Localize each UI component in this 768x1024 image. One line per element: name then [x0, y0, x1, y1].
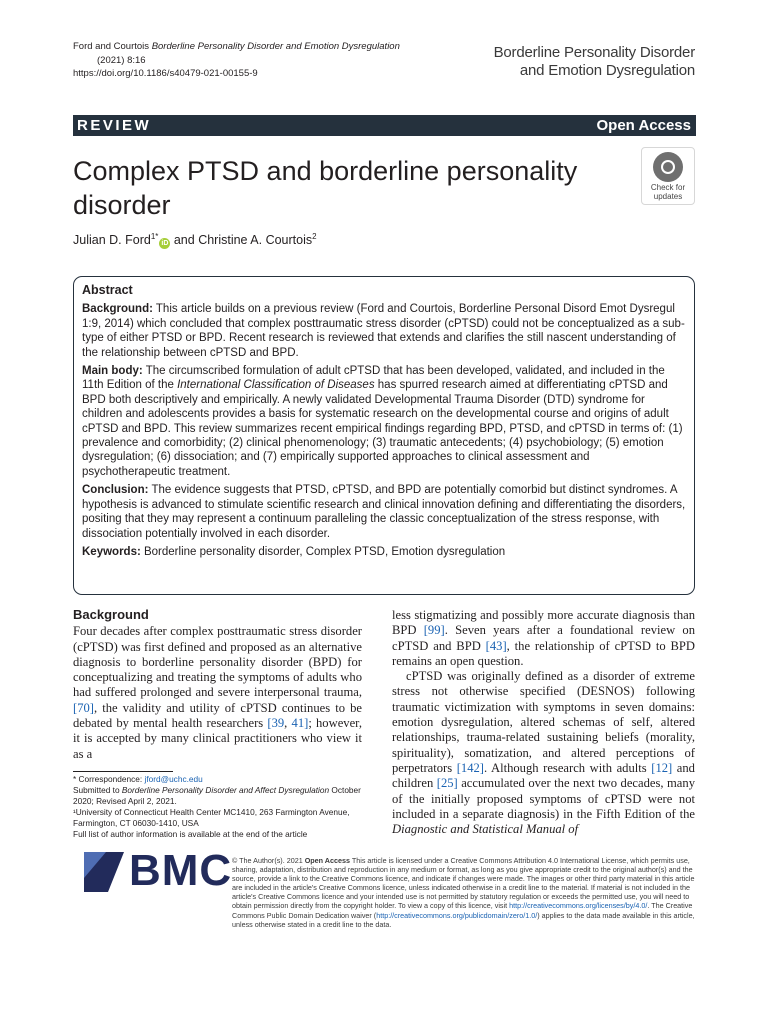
citation-ref-99[interactable]: [99] [423, 623, 445, 638]
background-label: Background: [82, 303, 153, 316]
body-text: less stigmatizing and possibly more accurate diagnosis than BPD [392, 608, 695, 638]
body-text: ; however, it is accepted by many clinical practitioners who view it as a [73, 716, 363, 761]
author-info-note: Full list of author information is available at the end of the article [73, 829, 308, 839]
check-for-updates-badge[interactable] [641, 147, 695, 205]
body-left-column [73, 607, 362, 762]
citation-volume: (2021) 8:16 [97, 54, 146, 66]
doi-link[interactable]: https://doi.org/10.1186/s40479-021-00155-9 [73, 68, 258, 79]
correspondence-email[interactable]: jford@uchc.edu [144, 774, 203, 784]
body-text-italic: Diagnostic and Statistical Manual of [392, 822, 579, 837]
license-link-cc-by[interactable]: http://creativecommons.org/licenses/by/4.0/ [509, 901, 648, 911]
license-text-c: . The Creative Commons Public Domain Dedication waiver ( [232, 901, 693, 920]
abstract-background [82, 302, 686, 360]
article-type-label: REVIEW [77, 117, 152, 134]
body-paragraph-1-cont [392, 608, 695, 669]
main-body-text-b: has spurred research aimed at differentiating cPTSD and BPD both descriptively and empirically. A newly validated Developmental Trauma Disorder (DTD) syndrome for children and adolescents provides a basis for systematic research on the developmental course and origins of adult cPTSD and BPD. This review summarizes recent empirical findings regarding BPD, PTSD, and cPTSD in terms of: (1) prevalence and comorbidity; (2) clinical phenomenology; (3) traumatic antecedents; (4) psychobiology; (5) emotion dysregulation; (6) dissociation; and (7) empirically supported approaches to clinical assessment and psychotherapeutic treatment. [82, 379, 683, 478]
body-text: accumulated over the next two decades, many of the initially proposed symptoms of cPTSD were not included in a separate diagnosis) in the Fifth Edition of the [392, 776, 695, 821]
citation-ref-142[interactable]: [142] [456, 760, 484, 775]
author-name-2[interactable]: Christine A. Courtois [198, 233, 313, 248]
conclusion-text: The evidence suggests that PTSD, cPTSD, and BPD are potentially comorbid but distinct syndromes. A hypothesis is advanced to stimulate scientific research and clinical innovation defining and differentiating the disorders, positing that they may represent a continuum paralleling the classic conceptualization of the stress response, with dissociation potentially involved in each disorder. [82, 484, 686, 540]
author-2-affiliation: 2 [312, 232, 317, 241]
body-text: . Although research with adults [483, 760, 652, 775]
body-text: . Seven years after a foundational review on cPTSD and BPD [392, 623, 695, 653]
affiliation-note: ¹University of Connecticut Health Center MC1410, 263 Farmington Avenue, Farmington, CT 06030-1410, USA [73, 807, 350, 828]
open-access-label: Open Access [596, 117, 691, 134]
license-notice [232, 856, 697, 929]
citation-line1 [73, 40, 453, 54]
body-paragraph-2 [392, 669, 695, 837]
crossmark-icon [653, 152, 683, 182]
bmc-logo-mark-icon [84, 852, 126, 892]
license-text-a: © The Author(s). 2021 [232, 856, 305, 865]
body-text: , the relationship of cPTSD to BPD remains an open question. [392, 638, 696, 668]
license-link-cc-zero[interactable]: http://creativecommons.org/publicdomain/zero/1.0/ [376, 910, 538, 920]
author-connector: and [170, 233, 199, 248]
body-text: cPTSD was originally defined as a disorder of extreme stress not otherwise specified (DESNOS) following traumatic victimization with symptoms in seven domains: emotion dysregulation, altered schemas of self, altered relationships, trauma-related sustaining beliefs (morality, spirituality), somatization, and altered perceptions of perpetrators [392, 669, 695, 775]
body-right-column [392, 608, 695, 837]
citation-ref-70[interactable]: [70] [73, 700, 94, 715]
citation-ref-12[interactable]: [12] [651, 760, 673, 775]
background-text: This article builds on a previous review (Ford and Courtois, Borderline Personal Disord Emot Dysregul 1:9, 2014) which concluded that complex posttraumatic stress disorder (cPTSD) could not be conceptualized as a sub-type of either PTSD or BPD. Recent research is reviewed that extends and clarifies the still nascent understanding of the relationship between cPTSD and BPD. [82, 303, 685, 359]
journal-name-line2: and Emotion Dysregulation [519, 62, 695, 79]
main-body-text-a: The circumscribed formulation of adult cPTSD that has been developed, validated, and included in the 11th Edition of the [82, 365, 665, 392]
journal-name-line1: Borderline Personality Disorder [493, 44, 695, 61]
abstract-main-body [82, 364, 686, 479]
keywords-label: Keywords: [82, 545, 141, 558]
article-title: Complex PTSD and borderline personality disorder [73, 156, 578, 220]
abstract-heading: Abstract [82, 283, 133, 297]
keywords-text: Borderline personality disorder, Complex PTSD, Emotion dysregulation [140, 545, 506, 558]
submission-note [73, 785, 373, 807]
license-text-b: This article is licensed under a Creative Commons Attribution 4.0 International License, which permits use, sharing, adaptation, distribution and reproduction in any medium or format, as long as you give appropriate credit to the original author(s) and the source, provide a link to the Creative Commons licence, and indicate if changes were made. The images or other third party material in this article are included in the article's Creative Commons licence, unless indicated otherwise in a credit line to the material. If material is not included in the article's Creative Commons licence and your intended use is not permitted by statutory regulation or exceeds the permitted use, you will need to obtain permission directly from the copyright holder. To view a copy of this licence, visit [232, 856, 695, 911]
body-text: , [284, 716, 292, 731]
bmc-logo[interactable] [84, 846, 233, 895]
badge-line1: Check for [650, 183, 686, 192]
author-list [73, 232, 317, 249]
license-text-d: ) applies to the data made available in this article, unless otherwise stated in a credit line to the data. [232, 910, 695, 929]
abstract-conclusion [82, 483, 686, 541]
citation-block [73, 40, 453, 81]
correspondence-label: * Correspondence: [73, 774, 145, 784]
body-text: and children [392, 760, 695, 791]
submission-text-b: October 2020; Revised April 2, 2021. [73, 785, 361, 806]
footnotes [73, 774, 373, 840]
badge-line2: updates [653, 192, 683, 201]
citation-ref-39[interactable]: [39 [267, 716, 285, 731]
author-name-1[interactable]: Julian D. Ford [73, 233, 151, 248]
correspondence-note [73, 774, 373, 785]
bmc-logo-text: BMC [129, 846, 233, 895]
main-body-label: Main body: [82, 365, 143, 378]
citation-ref-41[interactable]: 41] [291, 716, 309, 731]
journal-name [494, 44, 695, 80]
orcid-icon[interactable]: iD [161, 240, 169, 248]
main-body-text-italic: International Classification of Diseases [177, 379, 375, 392]
submission-journal: Borderline Personality Disorder and Affect Dysregulation [121, 785, 330, 795]
citation-ref-25[interactable]: [25] [436, 776, 458, 791]
article-type-banner [73, 115, 696, 136]
citation-authors: Ford and Courtois [73, 41, 150, 52]
citation-ref-43[interactable]: [43] [485, 638, 507, 653]
conclusion-label: Conclusion: [82, 484, 149, 497]
abstract-box [73, 276, 695, 595]
abstract-keywords [82, 545, 686, 559]
body-text: Four decades after complex posttraumatic stress disorder (cPTSD) was first defined and proposed as an alternative diagnosis to borderline personality disorder (BPD) for conceptualizing and treating the symptoms of adults who had suffered prolonged and severe interpersonal trauma, [73, 624, 362, 700]
author-1-affiliation: 1* [150, 232, 159, 241]
section-heading-background: Background [73, 607, 149, 622]
body-text: , the validity and utility of cPTSD continues to be debated by mental health researchers [73, 700, 362, 731]
body-paragraph-1 [73, 624, 362, 762]
license-open-access: Open Access [304, 856, 350, 865]
citation-journal: Borderline Personality Disorder and Emotion Dysregulation [151, 41, 400, 52]
submission-text-a: Submitted to [73, 785, 122, 795]
footnote-divider [73, 771, 173, 772]
